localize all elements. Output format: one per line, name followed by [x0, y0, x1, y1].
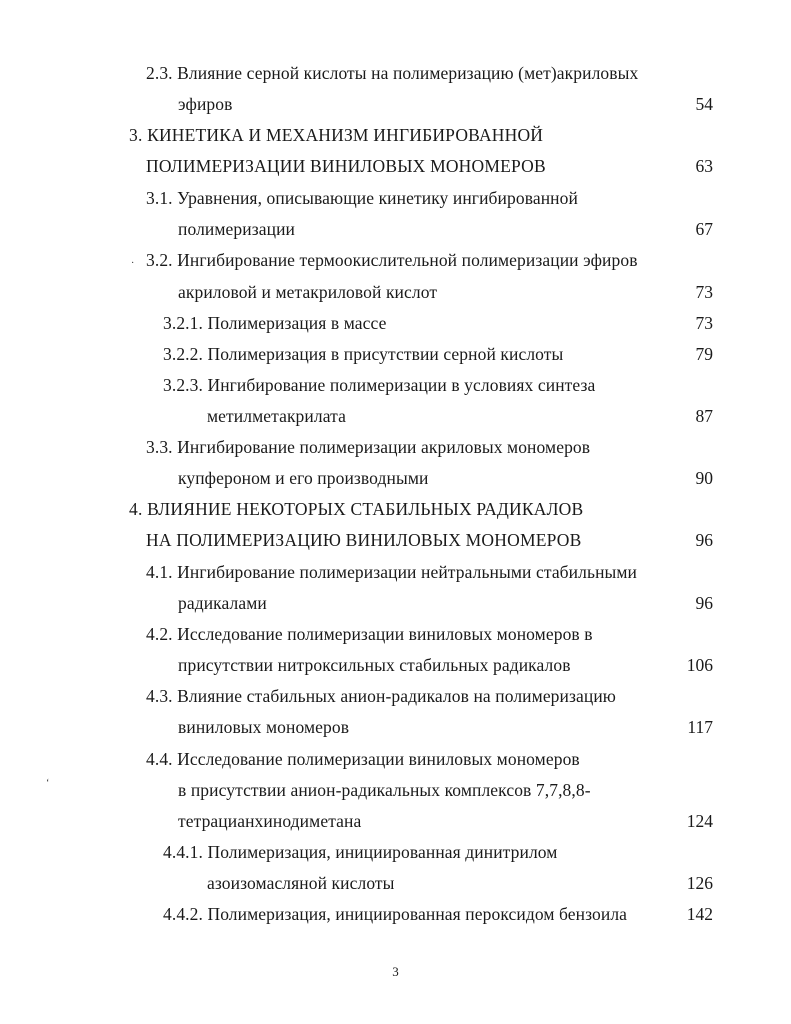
toc-entry-3-3-line-1: 3.3. Ингибирование полимеризации акриловых мономеров	[146, 437, 591, 457]
toc-entry-3-2-line-1: 3.2. Ингибирование термоокислительной полимеризации эфиров	[146, 250, 638, 270]
toc-entry-4-3-line-1: 4.3. Влияние стабильных анион-радикалов на полимеризацию	[146, 686, 616, 706]
toc-chapter-4-line-1: 4. ВЛИЯНИЕ НЕКОТОРЫХ СТАБИЛЬНЫХ РАДИКАЛОВ	[129, 499, 584, 519]
toc-entry-4-4-1-line-2: азоизомасляной кислоты	[207, 873, 395, 893]
toc-chapter-4-line-2: НА ПОЛИМЕРИЗАЦИЮ ВИНИЛОВЫХ МОНОМЕРОВ	[146, 530, 582, 550]
toc-entry-3-2-3-line-2: метилметакрилата	[207, 406, 346, 426]
toc-entry-4-4-line-2: в присутствии анион-радикальных комплексов 7,7,8,8-	[178, 780, 591, 800]
toc-chapter-3-page: 63	[695, 156, 713, 176]
toc-entry-3-2-page: 73	[695, 282, 713, 302]
toc-entry-4-3-page: 117	[687, 717, 713, 737]
toc-entry-4-1-line-2: радикалами	[178, 593, 267, 613]
toc-entry-2-3-line-1: 2.3. Влияние серной кислоты на полимеризацию (мет)акриловых	[146, 63, 639, 83]
toc-entry-4-2-line-1: 4.2. Исследование полимеризации виниловых мономеров в	[146, 624, 593, 644]
toc-entry-3-2-3-line-1: 3.2.3. Ингибирование полимеризации в условиях синтеза	[163, 375, 596, 395]
toc-entry-3-2-line-2: акриловой и метакриловой кислот	[178, 282, 438, 302]
toc-entry-4-3-line-2: виниловых мономеров	[178, 717, 350, 737]
page-number: 3	[392, 964, 399, 979]
toc-entry-3-2-1-page: 73	[695, 313, 713, 333]
toc-entry-4-4-2-page: 142	[686, 904, 713, 924]
toc-entry-4-4-1-page: 126	[686, 873, 713, 893]
toc-chapter-3-line-1: 3. КИНЕТИКА И МЕХАНИЗМ ИНГИБИРОВАННОЙ	[129, 125, 544, 145]
toc-entry-4-4-2-line-1: 4.4.2. Полимеризация, инициированная пероксидом бензоила	[163, 904, 628, 924]
toc-entry-2-3-page: 54	[695, 94, 713, 114]
toc-entry-3-2-2-page: 79	[695, 344, 713, 364]
toc-chapter-3-line-2: ПОЛИМЕРИЗАЦИИ ВИНИЛОВЫХ МОНОМЕРОВ	[146, 156, 546, 176]
toc-entry-3-1-line-1: 3.1. Уравнения, описывающие кинетику ингибированной	[146, 188, 578, 208]
toc-entry-4-2-line-2: присутствии нитроксильных стабильных радикалов	[178, 655, 571, 675]
toc-entry-3-3-line-2: купфероном и его производными	[178, 468, 429, 488]
toc-entry-4-2-page: 106	[686, 655, 713, 675]
toc-entry-3-1-page: 67	[695, 219, 713, 239]
toc-entry-2-3-line-2: эфиров	[178, 94, 233, 114]
toc-entry-3-1-line-2: полимеризации	[178, 219, 296, 239]
toc-chapter-4-page: 96	[695, 530, 713, 550]
toc-entry-4-4-line-1: 4.4. Исследование полимеризации виниловых мономеров	[146, 749, 580, 769]
scan-speck: ·	[131, 258, 135, 269]
toc-entry-3-2-1-line-1: 3.2.1. Полимеризация в массе	[163, 313, 387, 333]
toc-entry-4-4-page: 124	[686, 811, 713, 831]
toc-entry-3-2-2-line-1: 3.2.2. Полимеризация в присутствии серной кислоты	[163, 344, 564, 364]
toc-entry-4-4-line-3: тетрацианхинодиметана	[178, 811, 362, 831]
toc-entry-3-2-3-page: 87	[695, 406, 713, 426]
toc-entry-4-4-1-line-1: 4.4.1. Полимеризация, инициированная динитрилом	[163, 842, 558, 862]
toc-entry-4-1-line-1: 4.1. Ингибирование полимеризации нейтральными стабильными	[146, 562, 638, 582]
toc-entry-3-3-page: 90	[695, 468, 713, 488]
toc-entry-4-1-page: 96	[695, 593, 713, 613]
scan-speck: ʻ	[46, 778, 50, 789]
